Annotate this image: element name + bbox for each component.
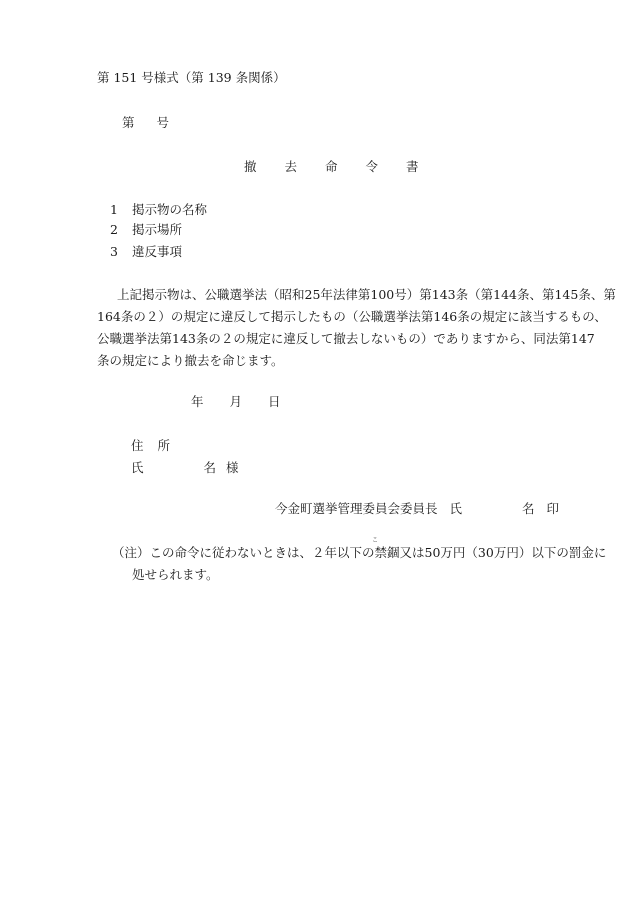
body-text-line: 164条の２）の規定に違反して掲示したもの（公職選挙法第146条の規定に該当するもの、 xyxy=(97,309,607,324)
doc-number-prefix: 第 xyxy=(122,115,135,130)
address-char: 所 xyxy=(157,438,171,453)
document-title xyxy=(244,157,419,175)
list-item xyxy=(110,242,182,260)
issuer-name-prefix: 氏 xyxy=(449,501,463,516)
recipient-name-label xyxy=(131,458,239,476)
item-label: 掲示場所 xyxy=(132,222,183,237)
form-number: 第 151 号様式（第 139 条関係） xyxy=(97,70,286,85)
address-char: 住 xyxy=(131,438,144,453)
document-number xyxy=(122,113,169,131)
item-number: 1 xyxy=(110,202,118,217)
recipient-address-label xyxy=(131,436,170,454)
note-line: 処せられます。 xyxy=(132,567,219,582)
body-text-line: 条の規定により撤去を命じます。 xyxy=(97,353,284,368)
name-prefix: 氏 xyxy=(131,460,144,475)
name-suffix: 様 xyxy=(226,460,239,475)
issuer-title: 今金町選挙管理委員会委員長 xyxy=(275,501,438,516)
date-line xyxy=(191,392,281,410)
seal-mark: 印 xyxy=(546,501,560,516)
date-day: 日 xyxy=(268,394,281,409)
item-number: 2 xyxy=(110,222,118,237)
date-month: 月 xyxy=(229,394,243,409)
note-line: （注）この命令に従わないときは、２年以下の禁錮又は50万円（30万円）以下の罰金に xyxy=(112,545,607,560)
title-char: 命 xyxy=(325,159,338,174)
name-mid: 名 xyxy=(203,460,217,475)
issuer-line xyxy=(275,499,559,517)
list-item xyxy=(110,220,182,238)
title-char: 撤 xyxy=(244,159,257,174)
issuer-name-mid: 名 xyxy=(522,501,535,516)
item-label: 掲示物の名称 xyxy=(132,202,208,217)
item-number: 3 xyxy=(110,244,118,259)
title-char: 令 xyxy=(365,159,379,174)
date-year: 年 xyxy=(191,394,204,409)
body-text-line: 公職選挙法第143条の２の規定に違反して撤去しないもの）でありますから、同法第147 xyxy=(97,331,595,346)
doc-number-suffix: 号 xyxy=(156,115,170,130)
item-label: 違反事項 xyxy=(132,244,183,259)
title-char: 去 xyxy=(284,159,298,174)
body-text-line: 上記掲示物は、公職選挙法（昭和25年法律第100号）第143条（第144条、第145条、第 xyxy=(117,287,616,302)
title-char: 書 xyxy=(406,159,419,174)
list-item xyxy=(110,200,207,218)
ruby-annotation: こ xyxy=(372,537,379,544)
